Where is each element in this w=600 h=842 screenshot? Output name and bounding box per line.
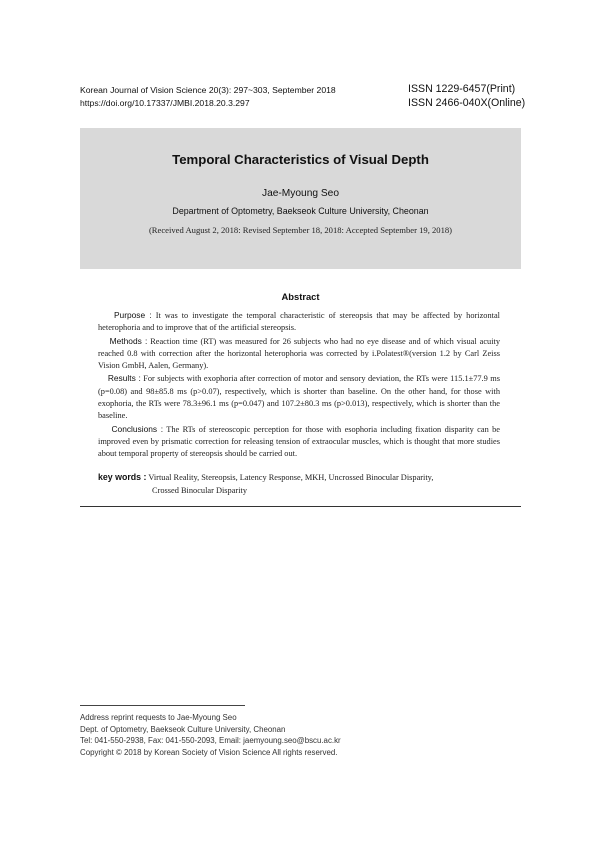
methods-label: Methods :: [109, 335, 148, 346]
issn-print: ISSN 1229-6457(Print): [408, 83, 516, 95]
footnote-copyright: Copyright © 2018 by Korean Society of Vision Science All rights reserved.: [80, 747, 338, 757]
results-text: For subjects with exophoria after correction of motor and sensory deviation, the RTs were 115.1±77.9 ms (p=0.08) and 98±85.8 ms (p>0.07), respectively, which is shorter than baseline. On the other hand, for those with exophoria, the RTs were 78.3±96.1 ms (p=0.047) and 107.2±80.3 ms (p>0.013), respectively, which is shorter than the baseline.: [98, 374, 500, 421]
doi-link[interactable]: https://doi.org/10.17337/JMBI.2018.20.3.297: [80, 97, 250, 108]
journal-citation: Korean Journal of Vision Science 20(3): 297~303, September 2018: [80, 85, 336, 95]
correspondence-footnote: [80, 712, 341, 758]
methods-text: Reaction time (RT) was measured for 26 subjects who had no eye disease and of which visual acuity reached 0.8 with correction after the horizontal heterophoria was corrected by i.Polatest®(version 1.2 by Carl Zeiss Vision GmbH, Aalen, Germany).: [98, 336, 500, 371]
abstract-results: [98, 372, 500, 422]
keywords: [98, 471, 508, 497]
paper-title: Temporal Characteristics of Visual Depth: [172, 152, 429, 167]
purpose-label: Purpose :: [113, 310, 152, 320]
journal-header: [80, 84, 336, 109]
author-name: Jae-Myoung Seo: [261, 188, 340, 199]
keywords-text-1: Virtual Reality, Stereopsis, Latency Response, MKH, Uncrossed Binocular Disparity,: [146, 473, 434, 482]
issn-online: ISSN 2466-040X(Online): [408, 97, 526, 109]
abstract-body: [98, 309, 500, 461]
keywords-label: key words :: [98, 472, 147, 482]
abstract-methods: [98, 335, 500, 373]
issn-block: [408, 82, 525, 110]
received-dates: (Received August 2, 2018: Revised September 18, 2018: Accepted September 19, 2018): [148, 225, 453, 235]
conclusions-label: Conclusions :: [111, 423, 164, 434]
footnote-contact: Tel: 041-550-2938, Fax: 041-550-2093, Email: jaemyoung.seo@bscu.ac.kr: [80, 736, 341, 746]
keywords-line-1: [98, 471, 508, 485]
abstract-heading: Abstract: [281, 291, 320, 302]
title-box: [80, 128, 521, 269]
keywords-text-2: Crossed Binocular Disparity: [152, 485, 248, 495]
footnote-divider: [80, 705, 245, 706]
conclusions-text: The RTs of stereoscopic perception for those with esophoria including fixation disparity can be improved even by prismatic correction for releasing tension of extraocular muscles, which is thought that more studies about temporal property of stereopsis should be carried out.: [98, 424, 500, 459]
footnote-reprint: Address reprint requests to Jae-Myoung Seo: [80, 713, 237, 722]
abstract-conclusions: [98, 423, 500, 461]
author-affiliation: Department of Optometry, Baekseok Culture University, Cheonan: [172, 206, 429, 216]
footnote-dept: Dept. of Optometry, Baekseok Culture University, Cheonan: [80, 724, 286, 734]
results-label: Results :: [107, 373, 141, 384]
purpose-text: It was to investigate the temporal characteristic of stereopsis that may be affected by horizontal heterophoria and to improve that of the artificial stereopsis.: [98, 311, 500, 333]
abstract-purpose: [98, 309, 500, 335]
abstract-divider: [80, 506, 521, 507]
